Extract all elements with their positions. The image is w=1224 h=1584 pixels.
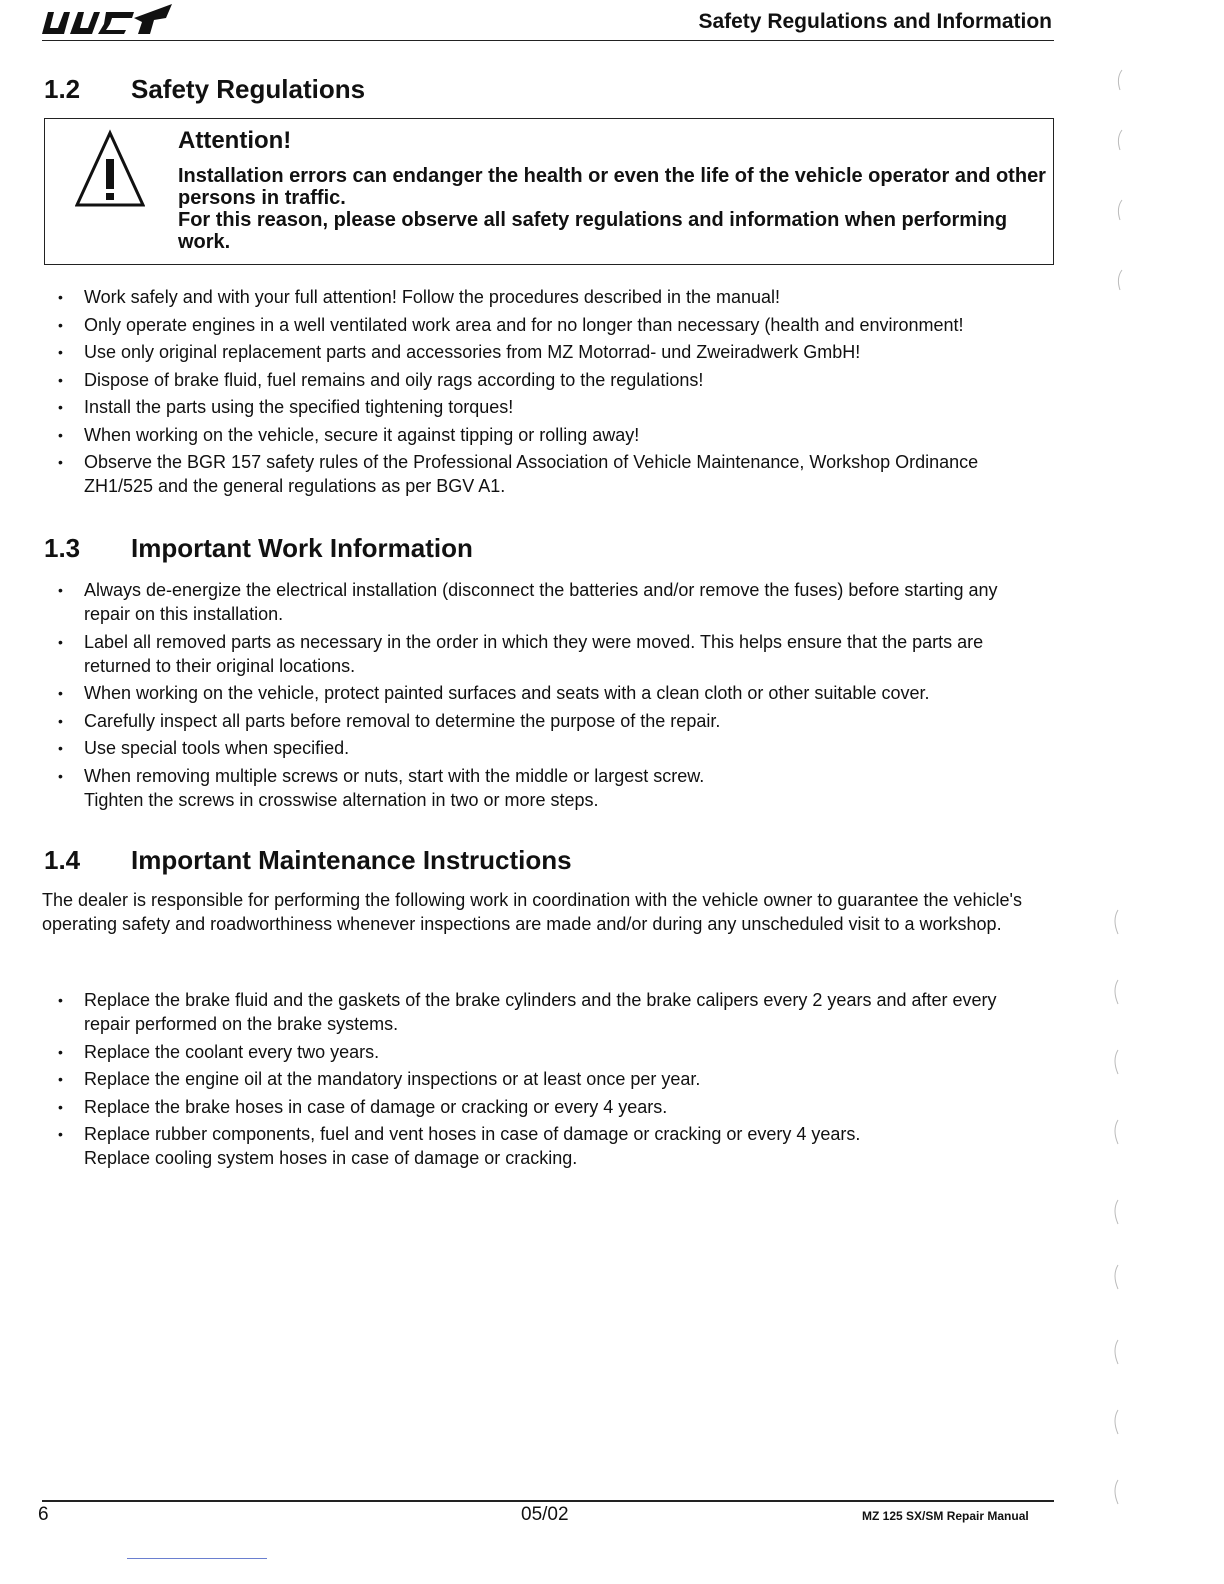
maintenance-intro: The dealer is responsible for performing the following work in coordination with the vehicle owner to guarantee the vehicle's operating safety and roadworthiness whenever inspections are made and/or during any unscheduled visit to a workshop. [42, 890, 1022, 934]
safety-regulations-list [58, 285, 1058, 502]
list-item [58, 1122, 1058, 1170]
list-item: • Replace the coolant every two years. [58, 1040, 1058, 1064]
list-item: • Use special tools when specified. [58, 736, 1058, 760]
section-number: 1.3 [44, 533, 81, 563]
list-item: • Only operate engines in a well ventilated work area and for no longer than necessary (health and environment! [58, 313, 1058, 337]
section-title: Important Maintenance Instructions [131, 845, 572, 875]
list-item: • When working on the vehicle, protect painted surfaces and seats with a clean cloth or other suitable cover. [58, 681, 1058, 705]
section-1-4-heading [44, 845, 572, 876]
edition-date: 05/02 [521, 1504, 569, 1525]
list-item: • Always de-energize the electrical installation (disconnect the batteries and/or remove the fuses) before starting any repair on this installation. [58, 578, 1034, 626]
header-title: Safety Regulations and Information [698, 10, 1052, 33]
work-information-list [58, 578, 1058, 815]
list-item-line: Tighten the screws in crosswise alternation in two or more steps. [84, 789, 599, 810]
list-item: • Replace the brake hoses in case of damage or cracking or every 4 years. [58, 1095, 1058, 1119]
list-item: • Install the parts using the specified tightening torques! [58, 395, 1058, 419]
warning-triangle-icon [75, 129, 145, 209]
section-1-2-heading [44, 74, 365, 105]
section-number: 1.4 [44, 845, 81, 875]
list-item: • Replace the engine oil at the mandatory inspections or at least once per year. [58, 1067, 1058, 1091]
attention-box [44, 118, 1054, 265]
list-item: • Dispose of brake fluid, fuel remains and oily rags according to the regulations! [58, 368, 1058, 392]
attention-text [178, 165, 1048, 253]
mz-logo [34, 4, 184, 38]
list-item-line: • Replace rubber components, fuel and vent hoses in case of damage or cracking or every 4 years. [84, 1124, 861, 1144]
list-item: • When working on the vehicle, secure it against tipping or rolling away! [58, 423, 1058, 447]
binding-hole-marks [1110, 50, 1150, 1530]
scan-artifact-line [127, 1558, 267, 1559]
manual-title: MZ 125 SX/SM Repair Manual [862, 1509, 1029, 1523]
attention-line: For this reason, please observe all safety regulations and information when performing work. [178, 209, 1008, 253]
section-1-3-heading [44, 533, 473, 564]
header-divider [42, 40, 1054, 41]
list-item-line: • When removing multiple screws or nuts, start with the middle or largest screw. [84, 765, 705, 786]
list-item: • Label all removed parts as necessary in the order in which they were moved. This helps ensure that the parts are returned to their original locations. [58, 630, 1034, 678]
section-title: Safety Regulations [131, 74, 366, 104]
list-item: • Observe the BGR 157 safety rules of the Professional Association of Vehicle Maintenance, Workshop Ordinance ZH1/525 and the general regulations as per BGV A1. [58, 450, 1034, 498]
list-item [58, 764, 1058, 812]
page-number: 6 [38, 1504, 49, 1525]
list-item: • Work safely and with your full attention! Follow the procedures described in the manual! [58, 285, 1058, 309]
footer-divider [42, 1500, 1054, 1502]
maintenance-list [58, 988, 1058, 1174]
section-number: 1.2 [44, 74, 81, 104]
attention-line: Installation errors can endanger the health or even the life of the vehicle operator and other persons in traffic. [178, 165, 1046, 209]
list-item: • Use only original replacement parts and accessories from MZ Motorrad- und Zweiradwerk GmbH! [58, 340, 1058, 364]
list-item-line: Replace cooling system hoses in case of damage or cracking. [84, 1148, 578, 1168]
attention-title: Attention! [178, 127, 292, 154]
list-item: • Carefully inspect all parts before removal to determine the purpose of the repair. [58, 709, 1058, 733]
section-title: Important Work Information [131, 533, 473, 563]
list-item: • Replace the brake fluid and the gaskets of the brake cylinders and the brake calipers every 2 years and after every repair performed on the brake systems. [58, 988, 1034, 1036]
